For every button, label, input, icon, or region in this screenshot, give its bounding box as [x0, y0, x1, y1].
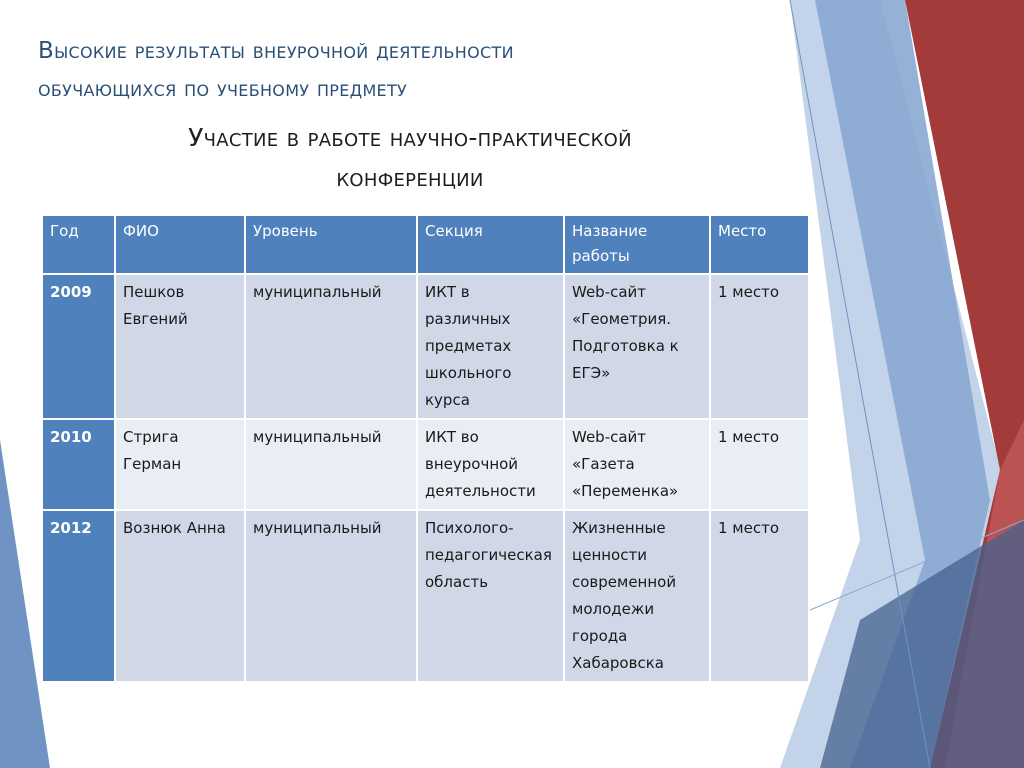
cell-name: Вознюк Анна	[115, 510, 245, 682]
cell-section: ИКТ во внеурочной деятельности	[417, 419, 564, 510]
cell-name: Стрига Герман	[115, 419, 245, 510]
cell-year: 2012	[42, 510, 115, 682]
table-row	[42, 510, 809, 682]
table-row	[42, 419, 809, 510]
cell-name: Пешков Евгений	[115, 274, 245, 419]
cell-place: 1 место	[710, 419, 809, 510]
cell-work: Жизненные ценности современной молодежи города Хабаровска	[564, 510, 710, 682]
cell-section: ИКТ в различных предметах школьного курса	[417, 274, 564, 419]
header-year: Год	[42, 215, 115, 274]
slide-title-line: Высокие результаты внеурочной деятельности	[38, 38, 514, 64]
slide-subtitle-line: Участие в работе научно-практической	[188, 123, 632, 152]
cell-level: муниципальный	[245, 510, 417, 682]
cell-level: муниципальный	[245, 419, 417, 510]
slide-subtitle	[60, 118, 760, 198]
cell-level: муниципальный	[245, 274, 417, 419]
header-place: Место	[710, 215, 809, 274]
table-header-row	[42, 215, 809, 274]
table-row	[42, 274, 809, 419]
slide-subtitle-line: конференции	[336, 163, 484, 192]
header-work: Название работы	[564, 215, 710, 274]
cell-year: 2009	[42, 274, 115, 419]
results-table	[41, 214, 810, 683]
cell-year: 2010	[42, 419, 115, 510]
header-name: ФИО	[115, 215, 245, 274]
header-section: Секция	[417, 215, 564, 274]
cell-work: Web-сайт «Геометрия. Подготовка к ЕГЭ»	[564, 274, 710, 419]
slide-title	[38, 32, 758, 108]
cell-place: 1 место	[710, 274, 809, 419]
slide-title-line: обучающихся по учебному предмету	[38, 76, 408, 102]
cell-place: 1 место	[710, 510, 809, 682]
cell-section: Психолого-педагогическая область	[417, 510, 564, 682]
header-level: Уровень	[245, 215, 417, 274]
cell-work: Web-сайт «Газета «Переменка»	[564, 419, 710, 510]
